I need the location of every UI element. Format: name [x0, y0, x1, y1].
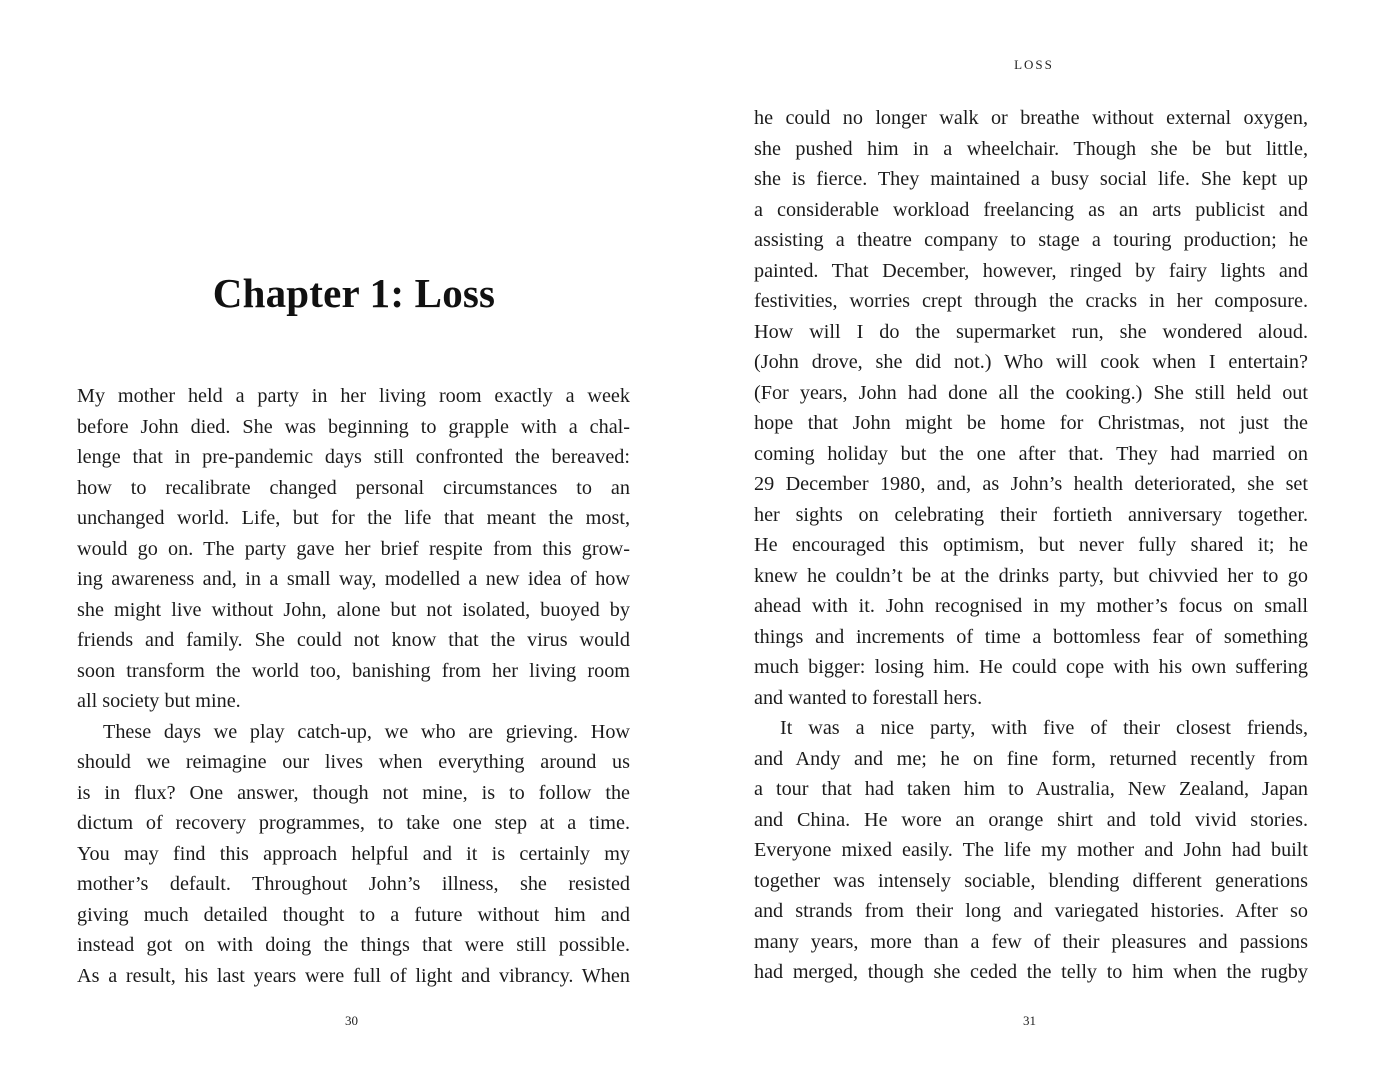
text-line: all society but mine.: [77, 690, 241, 712]
text-line: she is fierce. They maintained a busy social life. She kept up: [754, 168, 1308, 190]
text-line: ing awareness and, in a small way, modelled a new idea of how: [77, 568, 630, 590]
text-line: festivities, worries crept through the cracks in her composure.: [754, 290, 1308, 312]
paragraph: [754, 713, 1308, 988]
text-line: is in flux? One answer, though not mine, is to follow the: [77, 781, 630, 804]
text-line: had merged, though she ceded the telly to him when the rugby: [754, 961, 1308, 983]
text-line: and strands from their long and variegated histories. After so: [754, 900, 1308, 922]
text-line: (John drove, she did not.) Who will cook when I entertain?: [754, 351, 1308, 373]
text-line: lenge that in pre-pandemic days still confronted the bereaved:: [77, 446, 630, 468]
text-line: assisting a theatre company to stage a touring production; he: [754, 229, 1308, 251]
right-page: [687, 0, 1374, 1080]
left-page-body: [77, 381, 630, 991]
text-line: how to recalibrate changed personal circumstances to an: [77, 476, 630, 499]
text-line: Everyone mixed easily. The life my mother and John had built: [754, 839, 1308, 861]
text-line: she might live without John, alone but not isolated, buoyed by: [77, 598, 630, 621]
text-line: dictum of recovery programmes, to take one step at a time.: [77, 812, 630, 834]
text-line: coming holiday but the one after that. They had married on: [754, 442, 1308, 465]
text-line: much bigger: losing him. He could cope with his own suffering: [754, 656, 1308, 678]
paragraph: [77, 381, 630, 717]
chapter-title: Chapter 1: Loss: [212, 270, 496, 317]
text-line: unchanged world. Life, but for the life that meant the most,: [77, 507, 630, 529]
text-line: and Andy and me; he on fine form, returned recently from: [754, 747, 1308, 770]
text-line: friends and family. She could not know that the virus would: [77, 629, 630, 651]
text-line: her sights on celebrating their fortieth anniversary together.: [754, 503, 1308, 526]
paragraph: [754, 103, 1308, 713]
text-line: giving much detailed thought to a future without him and: [77, 903, 630, 926]
text-line: things and increments of time a bottomless fear of something: [754, 625, 1308, 648]
text-line: would go on. The party gave her brief respite from this grow-: [77, 537, 630, 560]
text-line: should we reimagine our lives when everything around us: [77, 751, 630, 773]
text-line: together was intensely sociable, blending different generations: [754, 869, 1308, 892]
text-line: hope that John might be home for Christmas, not just the: [754, 412, 1308, 434]
text-line: (For years, John had done all the cooking.) She still held out: [754, 381, 1308, 404]
text-line: mother’s default. Throughout John’s illness, she resisted: [77, 873, 630, 895]
text-line: he could no longer walk or breathe without external oxygen,: [754, 107, 1308, 129]
right-page-body: [754, 103, 1308, 988]
text-line: You may find this approach helpful and it is certainly my: [77, 842, 630, 865]
text-line: she pushed him in a wheelchair. Though she be but little,: [754, 137, 1308, 160]
text-line: and wanted to forestall hers.: [754, 686, 983, 709]
text-line: These days we play catch-up, we who are grieving. How: [103, 720, 630, 743]
paragraph: [77, 717, 630, 992]
text-line: How will I do the supermarket run, she wondered aloud.: [754, 320, 1308, 343]
text-line: soon transform the world too, banishing from her living room: [77, 659, 630, 682]
text-line: My mother held a party in her living room exactly a week: [77, 385, 630, 407]
text-line: instead got on with doing the things that were still possible.: [77, 934, 630, 956]
text-line: a tour that had taken him to Australia, New Zealand, Japan: [754, 778, 1308, 800]
text-line: many years, more than a few of their pleasures and passions: [754, 930, 1308, 953]
text-line: a considerable workload freelancing as an arts publicist and: [754, 198, 1308, 221]
text-line: ahead with it. John recognised in my mother’s focus on small: [754, 595, 1308, 617]
text-line: and China. He wore an orange shirt and told vivid stories.: [754, 808, 1308, 831]
page-number-left: 30: [345, 1013, 358, 1028]
text-line: As a result, his last years were full of light and vibrancy. When: [77, 964, 630, 987]
text-line: before John died. She was beginning to grapple with a chal-: [77, 415, 630, 438]
text-line: painted. That December, however, ringed by fairy lights and: [754, 259, 1308, 282]
page-number-right: 31: [1023, 1013, 1036, 1028]
text-line: knew he couldn’t be at the drinks party, but chivvied her to go: [754, 564, 1308, 587]
running-head: LOSS: [1014, 57, 1054, 72]
text-line: 29 December 1980, and, as John’s health deteriorated, she set: [754, 473, 1308, 495]
text-line: He encouraged this optimism, but never fully shared it; he: [754, 534, 1308, 556]
text-line: It was a nice party, with five of their closest friends,: [780, 717, 1308, 739]
